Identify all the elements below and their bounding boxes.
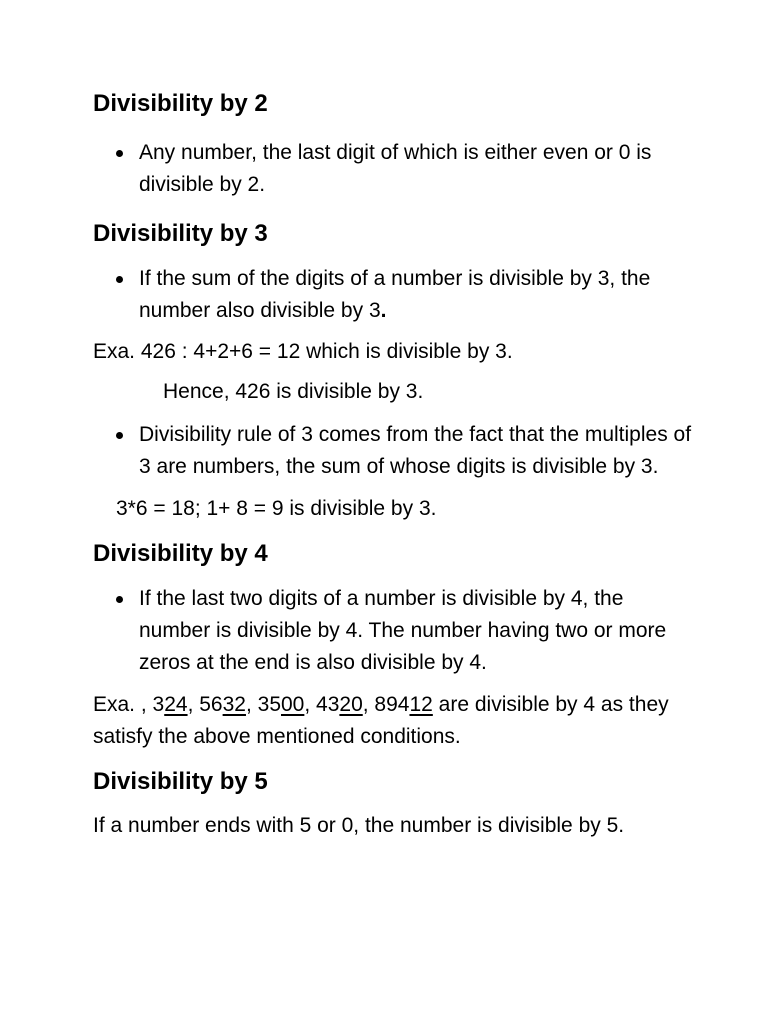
number-5 <box>374 693 432 716</box>
bullet-text: If the sum of the digits of a number is divisible by 3, the number also divisible by 3 <box>139 267 651 322</box>
bullet-dot-icon <box>116 150 123 157</box>
section-divisibility-2 <box>93 88 693 201</box>
number-lead: 43 <box>316 693 340 716</box>
number-underlined-digits: 00 <box>281 693 305 716</box>
heading-divisibility-3: Divisibility by 3 <box>93 220 268 247</box>
number-lead: 894 <box>374 693 410 716</box>
bullet-period: . <box>380 299 387 322</box>
section-divisibility-5 <box>93 766 693 842</box>
separator: , <box>245 693 258 716</box>
number-1 <box>153 693 188 716</box>
section-divisibility-4 <box>93 538 693 753</box>
number-2 <box>199 693 246 716</box>
separator: , <box>362 693 375 716</box>
heading-divisibility-4: Divisibility by 4 <box>93 540 268 567</box>
heading-divisibility-2: Divisibility by 2 <box>93 90 268 117</box>
document-page <box>93 88 693 842</box>
bullet-text: Any number, the last digit of which is either even or 0 is divisible by 2. <box>139 141 652 196</box>
number-4 <box>316 693 363 716</box>
bullet-item <box>93 263 693 327</box>
bullet-item <box>93 583 693 679</box>
separator: , <box>304 693 317 716</box>
hence-line: Hence, 426 is divisible by 3. <box>163 380 424 403</box>
number-lead: 56 <box>199 693 223 716</box>
bullet-dot-icon <box>116 596 123 603</box>
number-underlined-digits: 32 <box>222 693 246 716</box>
heading-divisibility-5: Divisibility by 5 <box>93 768 268 795</box>
bullet-text: Divisibility rule of 3 comes from the fact that the multiples of 3 are numbers, the sum of whose digits is divisible by 3. <box>139 423 692 478</box>
calc-line: 3*6 = 18; 1+ 8 = 9 is divisible by 3. <box>116 497 437 520</box>
number-3 <box>258 693 305 716</box>
number-underlined-digits: 12 <box>409 693 433 716</box>
paragraph: If a number ends with 5 or 0, the number is divisible by 5. <box>93 814 625 837</box>
bullet-dot-icon <box>116 432 123 439</box>
example-suffix: are divisible by 4 as they satisfy the above mentioned conditions. <box>93 693 669 748</box>
example-prefix: Exa. , <box>93 693 153 716</box>
number-underlined-digits: 24 <box>164 693 188 716</box>
bullet-text: If the last two digits of a number is divisible by 4, the number is divisible by 4. The number having two or more zeros at the end is also divisible by 4. <box>139 587 667 674</box>
example-line: Exa. 426 : 4+2+6 = 12 which is divisible by 3. <box>93 340 513 363</box>
bullet-dot-icon <box>116 276 123 283</box>
bullet-item <box>93 137 693 201</box>
example-paragraph <box>93 689 693 753</box>
separator: , <box>187 693 200 716</box>
bullet-item <box>93 419 693 483</box>
number-lead: 3 <box>152 693 165 716</box>
section-divisibility-3 <box>93 218 693 525</box>
number-lead: 35 <box>257 693 281 716</box>
number-underlined-digits: 20 <box>339 693 363 716</box>
